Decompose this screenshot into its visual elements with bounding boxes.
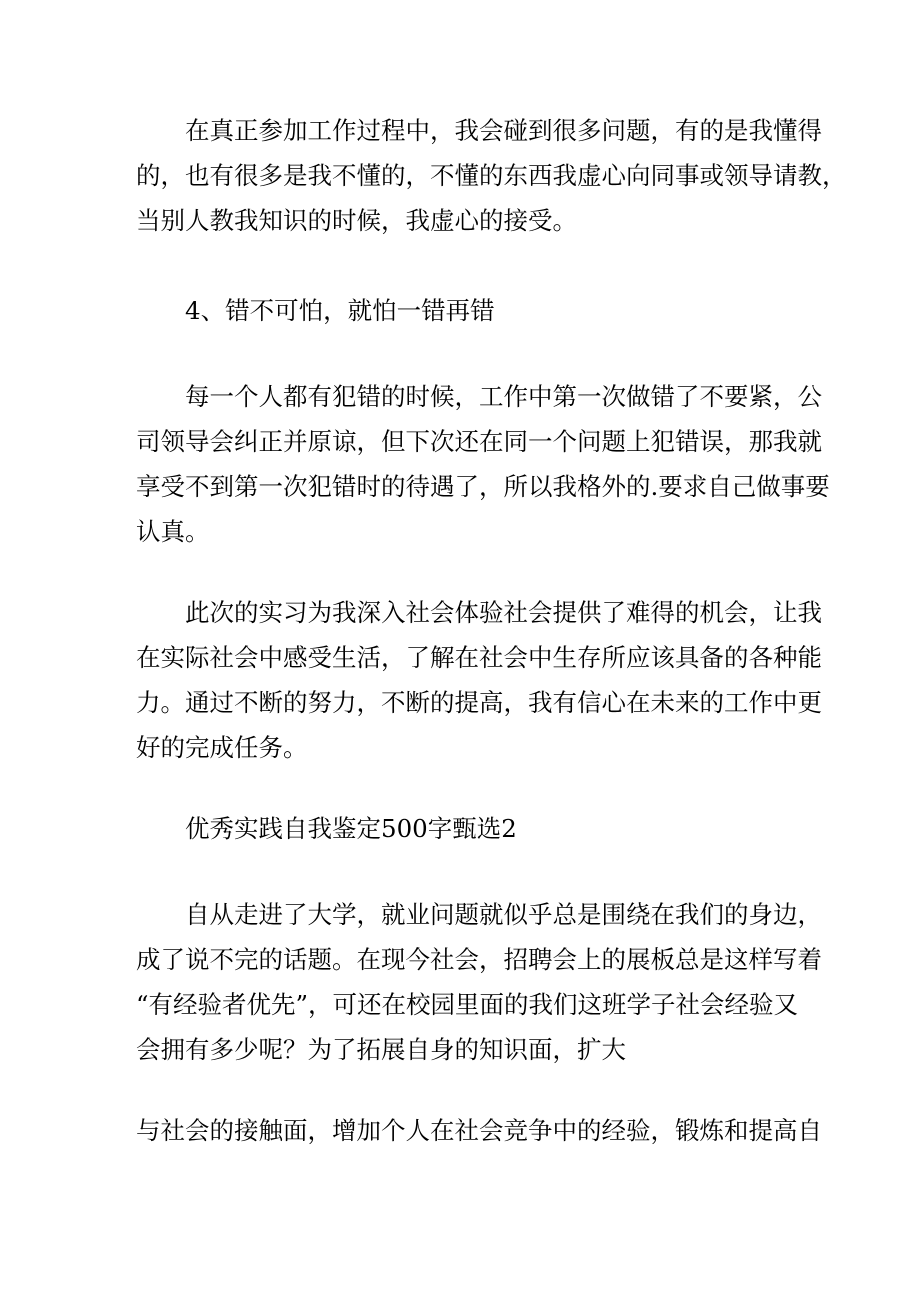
text-line: 享受不到第一次犯错时的待遇了，所以我格外的.要求自己做事要 xyxy=(136,472,830,501)
section-heading-mistakes xyxy=(136,288,796,333)
text-line: 当别人教我知识的时候，我虚心的接受。 xyxy=(136,206,577,235)
text-line: 认真。 xyxy=(136,517,210,546)
text-line: 此次的实习为我深入社会体验社会提供了难得的机会，让我 xyxy=(185,598,822,627)
paragraph-college xyxy=(136,892,822,1072)
text-line: 力。通过不断的努力，不断的提高，我有信心在未来的工作中更 xyxy=(136,688,822,717)
paragraph-work-problems xyxy=(136,108,847,243)
text-line: 在实际社会中感受生活，了解在社会中生存所应该具备的各种能 xyxy=(136,643,822,672)
section-heading-appraisal xyxy=(136,806,796,851)
text-line: 成了说不完的话题。在现今社会，招聘会上的展板总是这样写着 xyxy=(136,945,822,974)
text-line: “有经验者优先”，可还在校园里面的我们这班学子社会经验又 xyxy=(136,990,799,1019)
text-line: 会拥有多少呢？为了拓展自身的知识面，扩大 xyxy=(136,1035,626,1064)
paragraph-continuation xyxy=(136,1108,822,1153)
text-line: 司领导会纠正并原谅，但下次还在同一个问题上犯错误，那我就 xyxy=(136,427,822,456)
text-line: 的，也有很多是我不懂的，不懂的东西我虚心向同事或领导请教， xyxy=(136,161,847,190)
paragraph-internship xyxy=(136,590,822,770)
text-line: 在真正参加工作过程中，我会碰到很多问题，有的是我懂得 xyxy=(185,116,822,145)
text-line: 自从走进了大学，就业问题就似乎总是围绕在我们的身边， xyxy=(185,900,822,929)
text-line: 好的完成任务。 xyxy=(136,733,308,762)
text-line: 每一个人都有犯错的时候，工作中第一次做错了不要紧，公 xyxy=(185,382,822,411)
paragraph-mistakes xyxy=(136,374,830,554)
heading-line: 4、错不可怕，就怕一错再错 xyxy=(185,296,495,325)
text-line: 与社会的接触面，增加个人在社会竞争中的经验，锻炼和提高自 xyxy=(136,1116,822,1145)
heading-line: 优秀实践自我鉴定500字甄选2 xyxy=(185,814,517,843)
